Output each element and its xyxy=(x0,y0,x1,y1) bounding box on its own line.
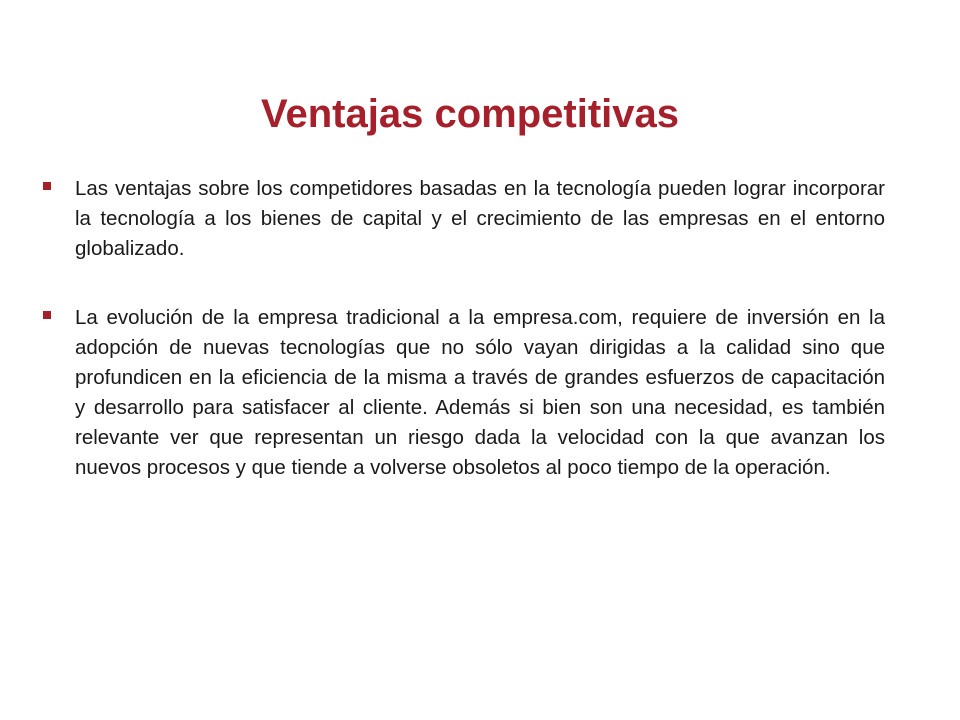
bullet-text: Las ventajas sobre los competidores basadas en la tecnología pueden lograr incorporar la tecnología a los bienes de capital y el crecimiento de las empresas en el entorno globalizado. xyxy=(75,177,885,260)
bullet-list xyxy=(40,174,885,522)
square-bullet-icon xyxy=(43,182,51,190)
bullet-item-2 xyxy=(40,303,885,483)
bullet-item-1 xyxy=(40,174,885,264)
square-bullet-icon xyxy=(43,311,51,319)
slide-title: Ventajas competitivas xyxy=(261,92,679,136)
bullet-text: La evolución de la empresa tradicional a la empresa.com, requiere de inversión en la adopción de nuevas tecnologías que no sólo vayan dirigidas a la calidad sino que profundicen en la eficiencia de la misma a través de grandes esfuerzos de capacitación y desarrollo para satisfacer al cliente. Además si bien son una necesidad, es también relevante ver que representan un riesgo dada la velocidad con la que avanzan los nuevos procesos y que tiende a volverse obsoletos al poco tiempo de la operación. xyxy=(75,306,885,479)
